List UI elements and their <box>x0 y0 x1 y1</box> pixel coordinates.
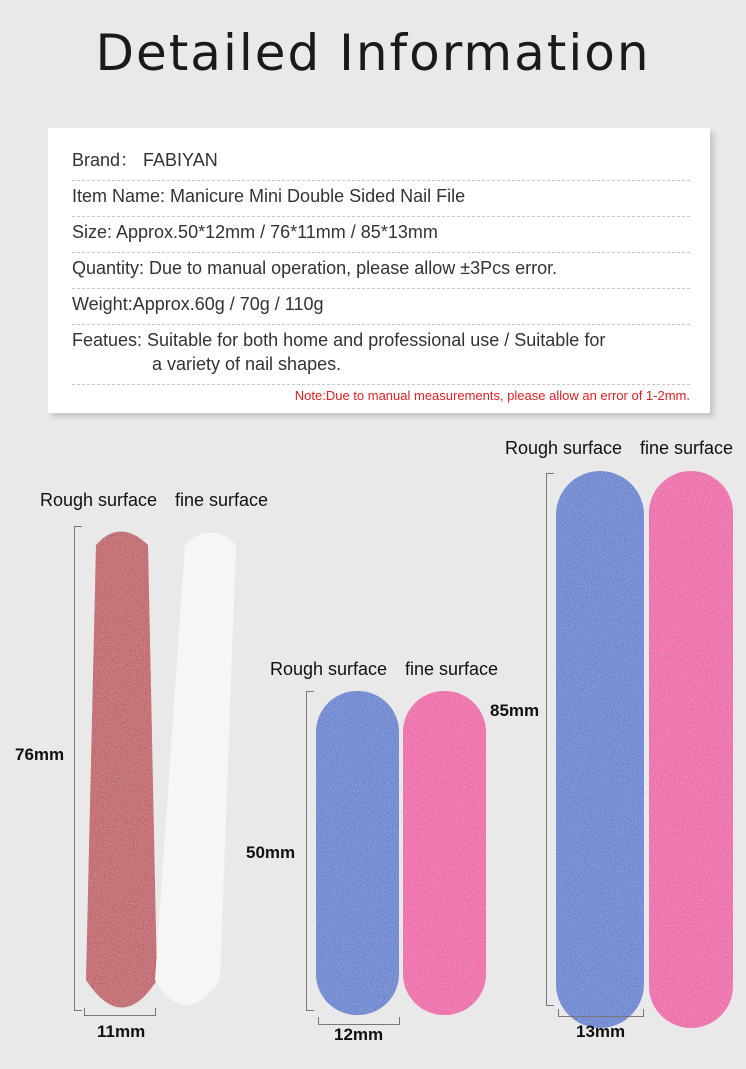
rough-surface-label-85: Rough surface <box>505 438 623 458</box>
length-bracket-50 <box>306 691 307 1011</box>
blue-rough-file-small <box>316 691 399 1015</box>
pink-fine-file-small <box>403 691 486 1015</box>
item-name-row: Item Name: Manicure Mini Double Sided Nail File <box>72 184 690 217</box>
length-bracket-76 <box>74 526 75 1011</box>
width-bracket-11 <box>84 1015 156 1016</box>
length-label-76: 76mm <box>15 745 65 764</box>
weight-row: Weight:Approx.60g / 70g / 110g <box>72 292 690 325</box>
white-fine-file <box>155 533 236 1006</box>
features-line-1: Featues: Suitable for both home and professional use / Suitable for <box>72 330 606 350</box>
rough-surface-label-50: Rough surface <box>270 659 388 679</box>
fine-surface-label-76: fine surface <box>175 490 269 510</box>
length-bracket-85 <box>546 473 547 1006</box>
features-line-2: a variety of nail shapes. <box>152 354 342 374</box>
page-title: Detailed Information <box>95 24 651 82</box>
length-label-85: 85mm <box>490 701 540 720</box>
width-bracket-13 <box>558 1016 644 1017</box>
size-row: Size: Approx.50*12mm / 76*11mm / 85*13mm <box>72 220 690 253</box>
red-rough-file <box>86 532 157 1008</box>
width-label-11: 11mm <box>97 1022 146 1041</box>
rough-surface-label-76: Rough surface <box>40 490 158 510</box>
length-label-50: 50mm <box>246 843 296 862</box>
measurement-note: Note:Due to manual measurements, please allow an error of 1-2mm. <box>294 388 690 403</box>
fine-surface-label-50: fine surface <box>405 659 499 679</box>
quantity-row: Quantity: Due to manual operation, please allow ±3Pcs error. <box>72 256 690 289</box>
blue-rough-file-large <box>556 471 644 1028</box>
width-label-13: 13mm <box>576 1022 626 1041</box>
pink-fine-file-large <box>649 471 733 1028</box>
brand-row: Brand： FABIYAN <box>72 148 690 181</box>
width-label-12: 12mm <box>334 1025 384 1044</box>
fine-surface-label-85: fine surface <box>640 438 734 458</box>
